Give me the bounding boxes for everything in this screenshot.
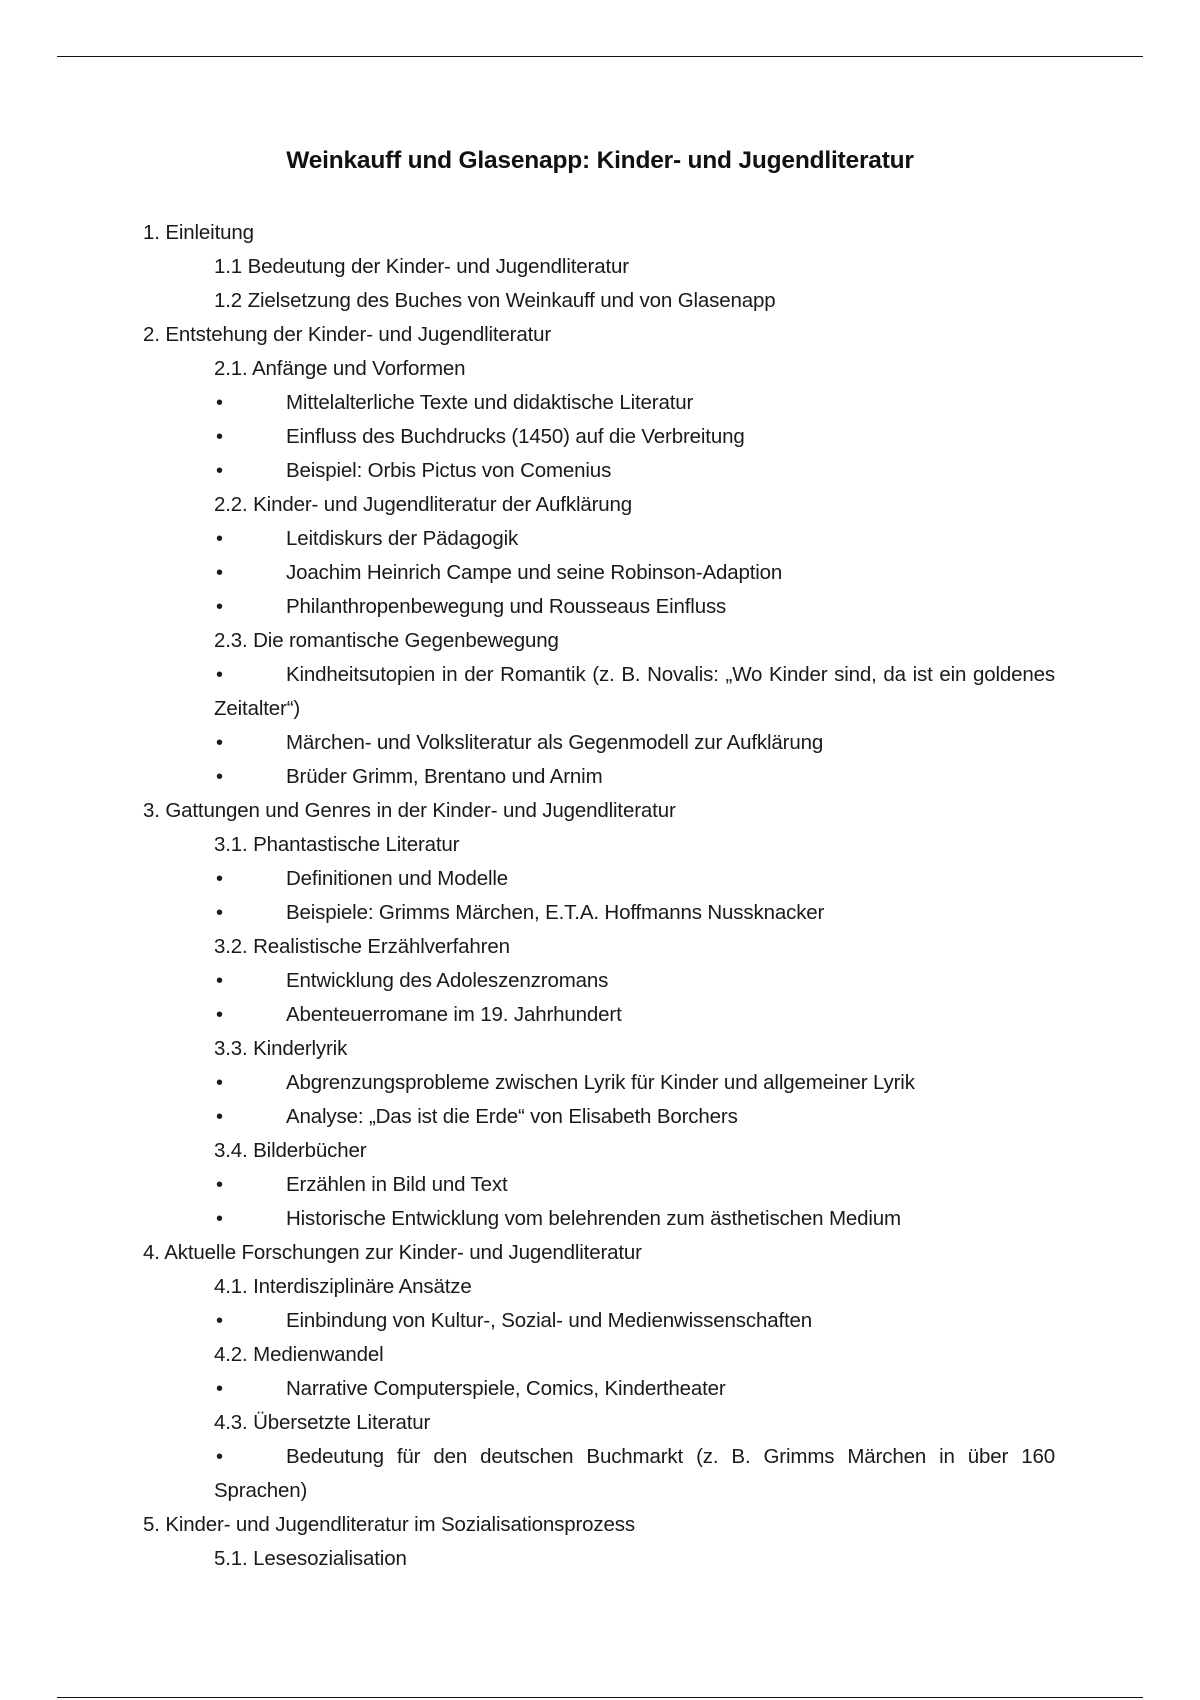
bullet-text: Analyse: „Das ist die Erde“ von Elisabeth Borchers <box>286 1105 738 1128</box>
bullet-item <box>143 386 1055 420</box>
bullet-icon: • <box>216 426 223 448</box>
bullet-item <box>143 1202 1055 1236</box>
bullet-item <box>143 1304 1055 1338</box>
bullet-text: Narrative Computerspiele, Comics, Kindertheater <box>286 1377 726 1400</box>
subsection-heading: 2.3. Die romantische Gegenbewegung <box>214 629 559 652</box>
bullet-icon: • <box>216 732 223 754</box>
bullet-icon: • <box>216 562 223 584</box>
bullet-item <box>143 454 1055 488</box>
section-heading: 4. Aktuelle Forschungen zur Kinder- und Jugendliteratur <box>143 1241 642 1264</box>
footer-rule <box>57 1697 1143 1698</box>
bullet-text: Bedeutung für den deutschen Buchmarkt (z. B. Grimms Märchen in über 160 Sprachen) <box>214 1445 1055 1502</box>
bullet-text: Entwicklung des Adoleszenzromans <box>286 969 609 992</box>
bullet-text: Einbindung von Kultur-, Sozial- und Medienwissenschaften <box>286 1309 813 1332</box>
bullet-icon: • <box>216 1174 223 1196</box>
bullet-text: Märchen- und Volksliteratur als Gegenmodell zur Aufklärung <box>286 731 824 754</box>
bullet-item <box>143 1066 1055 1100</box>
bullet-text: Einfluss des Buchdrucks (1450) auf die Verbreitung <box>286 425 745 448</box>
bullet-paragraph <box>214 658 1055 726</box>
subsection-heading: 1.1 Bedeutung der Kinder- und Jugendliteratur <box>214 255 629 278</box>
bullet-item <box>143 726 1055 760</box>
bullet-item <box>143 1168 1055 1202</box>
bullet-icon: • <box>216 460 223 482</box>
subsection-heading: 2.2. Kinder- und Jugendliteratur der Aufklärung <box>214 493 633 516</box>
bullet-text: Abgrenzungsprobleme zwischen Lyrik für Kinder und allgemeiner Lyrik <box>286 1071 915 1094</box>
bullet-icon: • <box>216 970 223 992</box>
bullet-text: Mittelalterliche Texte und didaktische Literatur <box>286 391 694 414</box>
subsection-heading: 2.1. Anfänge und Vorformen <box>214 357 466 380</box>
bullet-text: Erzählen in Bild und Text <box>286 1173 508 1196</box>
bullet-icon: • <box>216 596 223 618</box>
subsection-heading: 4.2. Medienwandel <box>214 1343 384 1366</box>
bullet-icon: • <box>216 766 223 788</box>
bullet-item <box>143 896 1055 930</box>
bullet-item <box>143 556 1055 590</box>
document-title: Weinkauff und Glasenapp: Kinder- und Jugendliteratur <box>286 147 914 174</box>
bullet-icon: • <box>216 1208 223 1230</box>
bullet-icon: • <box>216 902 223 924</box>
bullet-text: Leitdiskurs der Pädagogik <box>286 527 519 550</box>
bullet-icon: • <box>216 868 223 890</box>
bullet-item <box>143 964 1055 998</box>
bullet-item <box>143 420 1055 454</box>
bullet-icon: • <box>216 528 223 550</box>
bullet-item <box>143 1372 1055 1406</box>
bullet-icon: • <box>216 1310 223 1332</box>
bullet-item <box>143 522 1055 556</box>
subsection-heading: 3.2. Realistische Erzählverfahren <box>214 935 510 958</box>
bullet-icon: • <box>216 392 223 414</box>
section-heading: 5. Kinder- und Jugendliteratur im Sozialisationsprozess <box>143 1513 635 1536</box>
table-of-contents <box>143 216 1055 1576</box>
bullet-icon: • <box>216 1106 223 1128</box>
bullet-paragraph <box>214 1440 1055 1508</box>
bullet-text: Brüder Grimm, Brentano und Arnim <box>286 765 603 788</box>
bullet-icon: • <box>216 1004 223 1026</box>
subsection-heading: 3.3. Kinderlyrik <box>214 1037 348 1060</box>
bullet-item <box>143 658 1055 726</box>
subsection-heading: 3.1. Phantastische Literatur <box>214 833 460 856</box>
subsection-heading: 1.2 Zielsetzung des Buches von Weinkauff und von Glasenapp <box>214 289 776 312</box>
section-heading: 3. Gattungen und Genres in der Kinder- und Jugendliteratur <box>143 799 676 822</box>
section-heading: 1. Einleitung <box>143 221 254 244</box>
bullet-icon: • <box>216 664 223 686</box>
subsection-heading: 3.4. Bilderbücher <box>214 1139 367 1162</box>
bullet-icon: • <box>216 1378 223 1400</box>
bullet-text: Philanthropenbewegung und Rousseaus Einfluss <box>286 595 727 618</box>
bullet-text: Beispiel: Orbis Pictus von Comenius <box>286 459 612 482</box>
bullet-item <box>143 998 1055 1032</box>
bullet-item <box>143 590 1055 624</box>
bullet-text: Beispiele: Grimms Märchen, E.T.A. Hoffmanns Nussknacker <box>286 901 825 924</box>
subsection-heading: 5.1. Lesesozialisation <box>214 1547 407 1570</box>
bullet-item <box>143 1100 1055 1134</box>
bullet-text: Joachim Heinrich Campe und seine Robinson-Adaption <box>286 561 783 584</box>
subsection-heading: 4.1. Interdisziplinäre Ansätze <box>214 1275 472 1298</box>
bullet-item <box>143 862 1055 896</box>
bullet-text: Definitionen und Modelle <box>286 867 509 890</box>
subsection-heading: 4.3. Übersetzte Literatur <box>214 1411 431 1434</box>
bullet-item <box>143 1440 1055 1508</box>
bullet-text: Kindheitsutopien in der Romantik (z. B. Novalis: „Wo Kinder sind, da ist ein goldenes Zeitalter“) <box>214 663 1055 720</box>
section-heading: 2. Entstehung der Kinder- und Jugendliteratur <box>143 323 552 346</box>
bullet-icon: • <box>216 1446 223 1468</box>
header-rule <box>57 56 1143 57</box>
bullet-text: Historische Entwicklung vom belehrenden zum ästhetischen Medium <box>286 1207 901 1230</box>
bullet-item <box>143 760 1055 794</box>
bullet-text: Abenteuerromane im 19. Jahrhundert <box>286 1003 622 1026</box>
bullet-icon: • <box>216 1072 223 1094</box>
